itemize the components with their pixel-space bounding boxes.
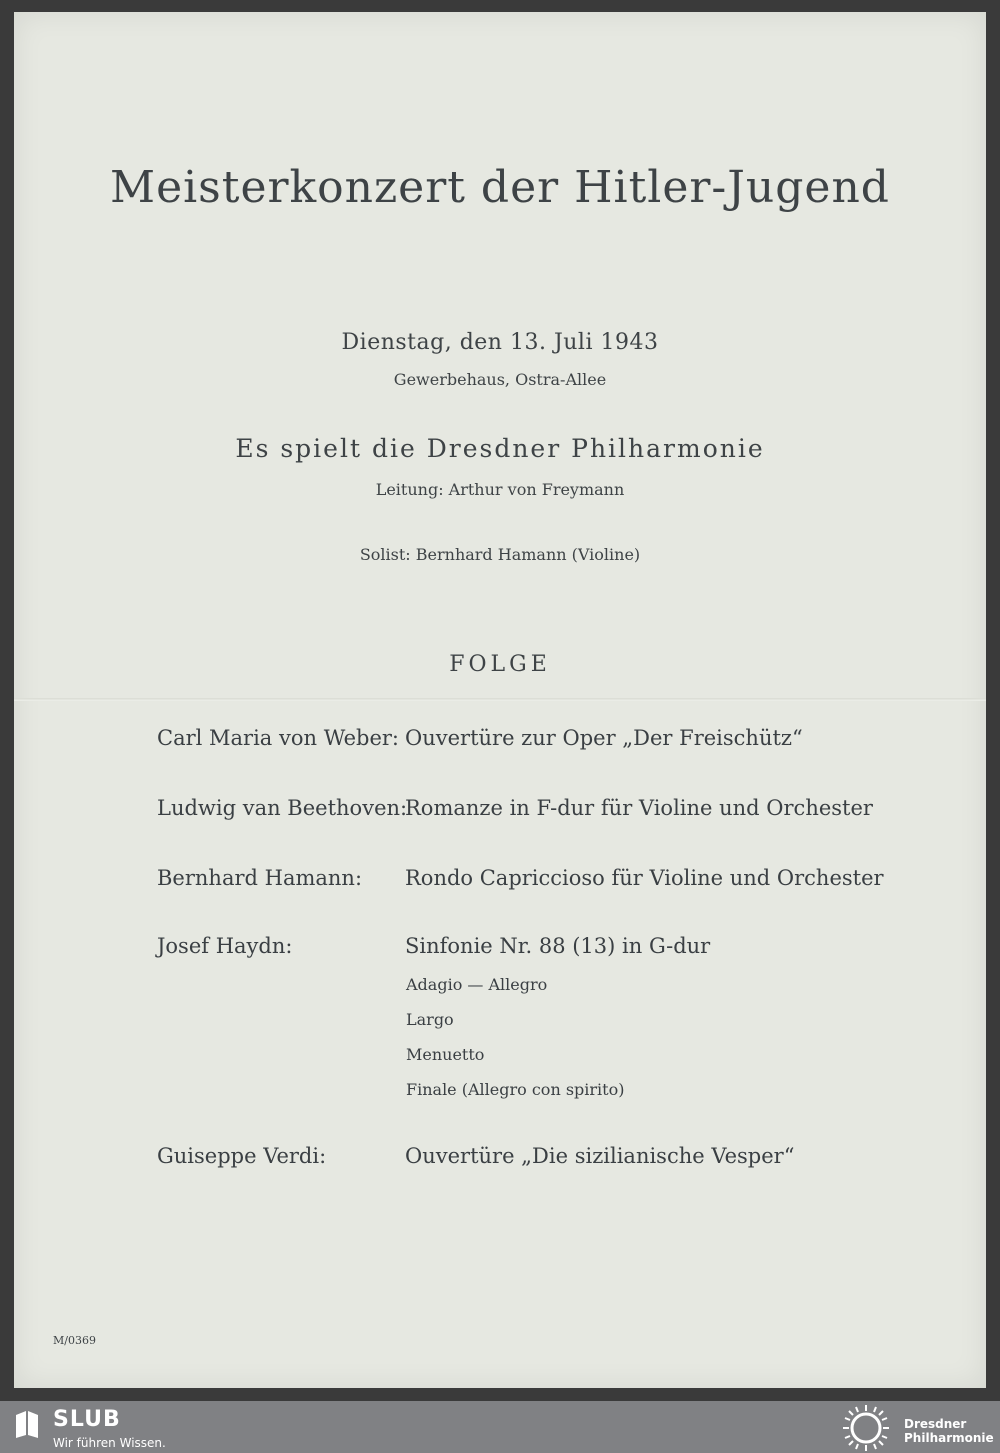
catalog-number: M/0369	[53, 1334, 96, 1347]
composer-name: Bernhard Hamann:	[157, 866, 363, 890]
concert-date: Dienstag, den 13. Juli 1943	[341, 330, 659, 355]
work-title: Ouvertüre „Die sizilianische Vesper“	[405, 1144, 795, 1168]
work-title: Sinfonie Nr. 88 (13) in G-dur	[405, 934, 711, 958]
orchestra-line: Es spielt die Dresdner Philharmonie	[235, 434, 765, 463]
footer-bar	[0, 1401, 1000, 1453]
soloist-line: Solist: Bernhard Hamann (Violine)	[359, 545, 641, 564]
composer-name: Guiseppe Verdi:	[157, 1144, 327, 1168]
library-tagline: Wir führen Wissen.	[53, 1436, 166, 1450]
program-sheet	[14, 12, 986, 1388]
partner-name-line2[interactable]: Philharmonie	[904, 1431, 994, 1445]
fold-line	[14, 698, 986, 701]
program-heading: FOLGE	[449, 652, 551, 677]
composer-name: Josef Haydn:	[157, 934, 293, 958]
partner-name-line1[interactable]: Dresdner	[904, 1417, 967, 1431]
work-title: Romanze in F-dur für Violine und Orchester	[405, 796, 873, 820]
book-icon	[14, 1409, 40, 1439]
movement: Menuetto	[406, 1045, 485, 1064]
work-title: Ouvertüre zur Oper „Der Freischütz“	[405, 726, 803, 750]
page-title: Meisterkonzert der Hitler-Jugend	[110, 162, 890, 213]
movement: Largo	[406, 1010, 454, 1029]
work-title: Rondo Capriccioso für Violine und Orchester	[405, 866, 884, 890]
composer-name: Carl Maria von Weber:	[157, 726, 399, 750]
library-name[interactable]: SLUB	[53, 1407, 121, 1432]
movement: Finale (Allegro con spirito)	[406, 1080, 625, 1099]
concert-venue: Gewerbehaus, Ostra-Allee	[393, 370, 607, 389]
composer-name: Ludwig van Beethoven:	[157, 796, 408, 820]
movement: Adagio — Allegro	[406, 975, 548, 994]
conductor-line: Leitung: Arthur von Freymann	[375, 480, 625, 499]
sunburst-logo-icon	[841, 1403, 891, 1453]
